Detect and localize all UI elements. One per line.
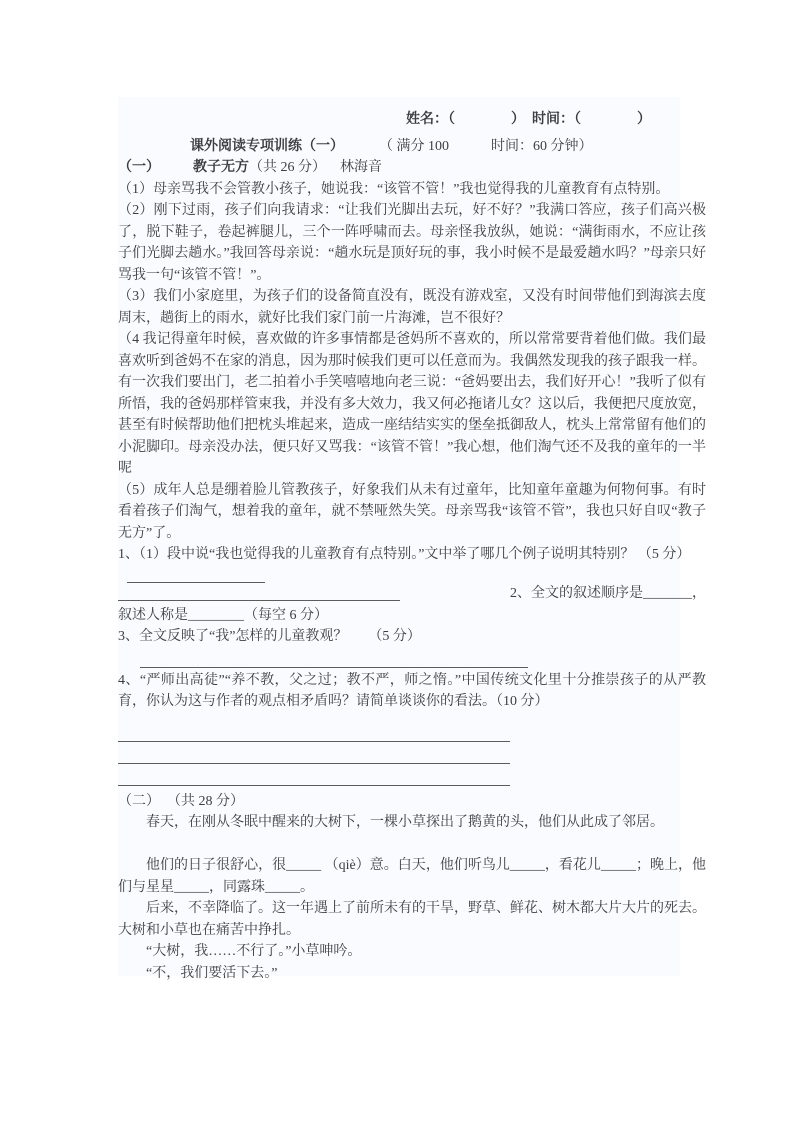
passage-author: 林海音 xyxy=(340,160,382,175)
question-2: 2、全文的叙述顺序是_______， xyxy=(510,585,706,601)
answer-line xyxy=(118,720,510,742)
passage-paragraph: （3）我们小家庭里，为孩子们的设备简直没有，既没有游戏室，又没有时间带他们到海滨去度周末，趟街上的雨水，就好比我们家门前一片海滩，岂不很好？ xyxy=(118,289,706,326)
document-content xyxy=(118,109,706,984)
answer-line xyxy=(118,742,510,764)
answer-line xyxy=(140,648,528,668)
passage-title: 教子无方 xyxy=(193,160,249,175)
section-two-points: （共 28 分） xyxy=(174,793,244,809)
question-4: 4、“严师出高徒”“养不教，父之过；教不严，师之惰。”中国传统文化里十分推崇孩子的从严教育，你认为这与作者的观点相矛盾吗？请简单谈谈你的看法。（10 分） xyxy=(118,672,706,709)
section-two-paragraph: 他们的日子很舒心，很_____ （qiè）意。白天，他们听鸟儿_____，看花儿_____；晚上，他们与星星_____，同露珠_____。 xyxy=(118,858,706,895)
worksheet-title: 课外阅读专项训练（一） xyxy=(190,138,344,154)
worksheet-title-row xyxy=(118,136,706,158)
question-2-row xyxy=(118,583,706,605)
answer-line xyxy=(118,764,510,786)
section-two-paragraph: 后来，不幸降临了。这一年遇上了前所未有的干旱，野草、鲜花、树木都大片大片的死去。大树和小草也在痛苦中挣扎。 xyxy=(118,901,706,938)
section-two-label: （二） xyxy=(118,793,160,809)
answer-line xyxy=(127,566,265,583)
exam-info: （ 满分 100 时间：60 分钟） xyxy=(386,138,593,154)
section-one-label: （一） xyxy=(118,160,160,175)
section-two-paragraph: 春天，在刚从冬眠中醒来的大树下，一棵小草探出了鹅黄的头，他们从此成了邻居。 xyxy=(146,815,664,830)
passage-paragraph: （5）成年人总是绷着脸儿管教孩子，好象我们从未有过童年，比知童年童趣为何物何事。有时看着孩子们淘气，想着我的童年，就不禁哑然失笑。母亲骂我“该管不管”，我也只好自叹“教子无方”了。 xyxy=(118,482,706,541)
passage-points: （共 26 分） xyxy=(249,160,326,175)
question-2-continuation: 叙述人称是________（每空 6 分） xyxy=(118,607,328,623)
passage-paragraph: （2）刚下过雨，孩子们向我请求：“让我们光脚出去玩，好不好？”我满口答应，孩子们高兴极了，脱下鞋子，卷起裤腿儿，三个一阵呼啸而去。母亲怪我放纵，她说：“满街雨水，不应让孩子们光脚去趟水。”我回答母亲说：“趟水玩是顶好玩的事，我小时候不是最爱趟水吗？”母亲只好骂我一句“该管不管！”。 xyxy=(118,203,706,283)
section-one-header xyxy=(118,157,706,179)
section-two-paragraph: “不，我们要活下去。” xyxy=(146,965,278,981)
section-two-header xyxy=(118,791,706,813)
question-1: 1、（1）段中说“我也觉得我的儿童教育有点特别。”文中举了哪几个例子说明其特别？ （5 分） xyxy=(118,547,691,562)
answer-line xyxy=(118,600,400,601)
question-3: 3、全文反映了“我”怎样的儿童教观？ （5 分） xyxy=(118,629,421,644)
passage-paragraph: （4 我记得童年时候，喜欢做的许多事情都是爸妈所不喜欢的，所以常常要背着他们做。我们最喜欢听到爸妈不在家的消息，因为那时候我们更可以任意而为。我偶然发现我的孩子跟我一样。有一次我们要出门，老二拍着小手笑嘻嘻地向老三说：“爸妈要出去，我们好开心！”我听了似有所悟，我的爸妈那样管束我，并没有多大效力，我又何必拖诸儿女？这以后，我便把尺度放宽，甚至有时候帮助他们把枕头堆起来，造成一座结结实实的堡垒抵御敌人，枕头上常常留有他们的小泥脚印。母亲没办法，便只好又骂我：“该管不管！”我心想，他们淘气还不及我的童年的一半呢 xyxy=(118,332,706,476)
section-two-paragraph: “大树，我……不行了。”小草呻吟。 xyxy=(146,944,362,959)
name-time-line: 姓名：（ ） 时间：（ ） xyxy=(406,112,651,127)
passage-paragraph: （1）母亲骂我不会管教小孩子，她说我：“该管不管！”我也觉得我的儿童教育有点特别。 xyxy=(118,181,670,197)
